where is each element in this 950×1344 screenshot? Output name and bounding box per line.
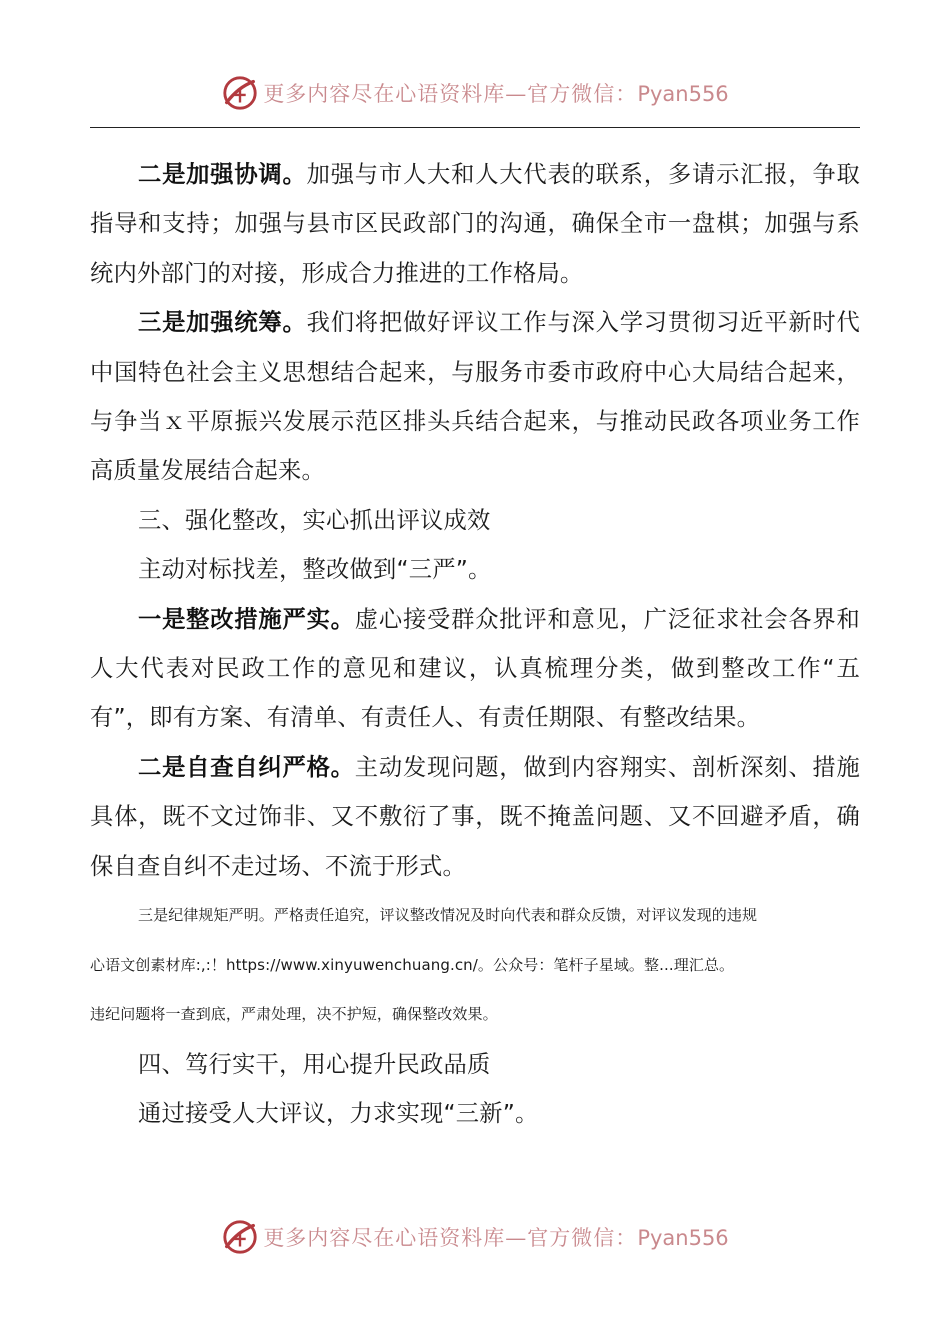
- paragraph: 三是加强统筹。我们将把做好评议工作与深入学习贯彻习近平新时代中国特色社会主义思想结合起来，与服务市委市政府中心大局结合起来，与争当ｘ平原振兴发展示范区排头兵结合起来，与推动民政各项业务工作高质量发展结合起来。: [90, 309, 860, 485]
- paragraph: 二是自查自纠严格。主动发现问题，做到内容翔实、剖析深刻、措施具体，既不文过饰非、又不敷衍了事，既不掩盖问题、又不回避矛盾，确保自查自纠不走过场、不流于形式。: [90, 753, 860, 880]
- paragraph: 通过接受人大评议，力求实现“三新”。: [138, 1100, 539, 1128]
- small-text-line: 违纪问题将一查到底，严肃处理，决不护短，确保整改效果。: [90, 1005, 498, 1024]
- small-text-line: 心语文创素材库:,:！https://www.xinyuwenchuang.cn/。公众号：笔杆子星域。整...理汇总。: [90, 955, 735, 974]
- section-heading: 四、笃行实干，用心提升民政品质: [138, 1050, 491, 1078]
- section-heading: 三、强化整改，实心抓出评议成效: [138, 506, 491, 534]
- small-text-line: 三是纪律规矩严明。严格责任追究，评议整改情况及时向代表和群众反馈，对评议发现的违规: [138, 906, 758, 925]
- paragraph: 二是加强协调。加强与市人大和人大代表的联系，多请示汇报，争取指导和支持；加强与县市区民政部门的沟通，确保全市一盘棋；加强与系统内外部门的对接，形成合力推进的工作格局。: [90, 161, 860, 287]
- banner-text: 更多内容尽在心语资料库—官方微信：Pyan556: [263, 1226, 729, 1250]
- logo-icon: [221, 1218, 259, 1256]
- logo-icon: [221, 74, 259, 112]
- header-banner: [0, 68, 950, 118]
- document-body: [90, 150, 860, 1139]
- paragraph: 一是整改措施严实。虚心接受群众批评和意见，广泛征求社会各界和人大代表对民政工作的意见和建议，认真梳理分类，做到整改工作“五有”，即有方案、有清单、有责任人、有责任期限、有整改结果。: [90, 605, 860, 732]
- banner-text: 更多内容尽在心语资料库—官方微信：Pyan556: [263, 82, 729, 106]
- footer-banner: [0, 1212, 950, 1262]
- header-divider: [90, 127, 860, 128]
- paragraph: 主动对标找差，整改做到“三严”。: [138, 556, 492, 584]
